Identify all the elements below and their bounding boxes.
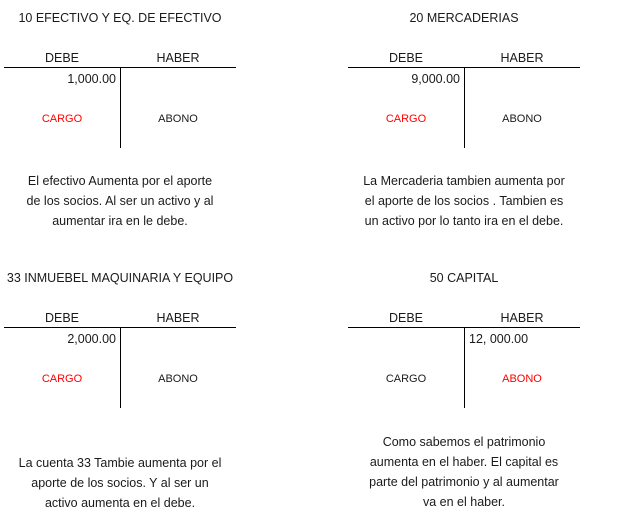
debe-header: DEBE [388, 311, 424, 325]
explanation-line: La cuenta 33 Tambie aumenta por el [18, 456, 222, 470]
explanation-line: Como sabemos el patrimonio [382, 435, 546, 449]
explanation-line: parte del patrimonio y al aumentar [369, 475, 559, 489]
debe-header: DEBE [44, 311, 80, 325]
haber-header: HABER [156, 51, 200, 65]
t-account-efectivo [4, 0, 236, 260]
haber-amount: 12, 000.00 [469, 332, 529, 346]
debe-header: DEBE [388, 51, 424, 65]
cargo-label: CARGO [385, 373, 427, 385]
abono-label: ABONO [502, 373, 542, 385]
explanation-line: el aporte de los socios . Tambien es [364, 194, 564, 208]
cargo-label: CARGO [385, 113, 427, 125]
debe-amount: 2,000.00 [67, 332, 116, 346]
abono-label: ABONO [502, 113, 542, 125]
explanation [338, 171, 590, 231]
cargo-label: CARGO [41, 113, 83, 125]
t-account-capital [348, 260, 580, 520]
explanation-line: El efectivo Aumenta por el aporte [27, 174, 213, 188]
t-account-inmuebles [4, 260, 236, 520]
abono-label: ABONO [158, 113, 198, 125]
explanation-line: aumentar ira en le debe. [52, 214, 188, 228]
account-title: 20 MERCADERIAS [409, 11, 519, 25]
debe-amount: 9,000.00 [411, 72, 460, 86]
t-vertical-line [464, 328, 465, 408]
explanation-line: aumenta en el haber. El capital es [369, 455, 559, 469]
explanation-line: aporte de los socios. Y al ser un [31, 476, 209, 490]
debe-amount: 1,000.00 [67, 72, 116, 86]
explanation-line: de los socios. Al ser un activo y al [26, 194, 214, 208]
t-vertical-line [120, 68, 121, 148]
explanation [0, 453, 246, 513]
explanation-line: activo aumenta en el debe. [44, 496, 196, 510]
t-account-mercaderias [348, 0, 580, 260]
account-title: 33 INMUEBEL MAQUINARIA Y EQUIPO [6, 271, 234, 285]
debe-header: DEBE [44, 51, 80, 65]
haber-header: HABER [500, 311, 544, 325]
t-vertical-line [464, 68, 465, 148]
t-vertical-line [120, 328, 121, 408]
haber-header: HABER [500, 51, 544, 65]
explanation-line: La Mercaderia tambien aumenta por [363, 174, 565, 188]
abono-label: ABONO [158, 373, 198, 385]
explanation-line: va en el haber. [422, 495, 505, 509]
cargo-label: CARGO [41, 373, 83, 385]
explanation-line: un activo por lo tanto ira en el debe. [364, 214, 564, 228]
explanation [338, 432, 590, 512]
haber-header: HABER [156, 311, 200, 325]
explanation [0, 171, 246, 231]
account-title: 10 EFECTIVO Y EQ. DE EFECTIVO [18, 11, 222, 25]
account-title: 50 CAPITAL [429, 271, 499, 285]
